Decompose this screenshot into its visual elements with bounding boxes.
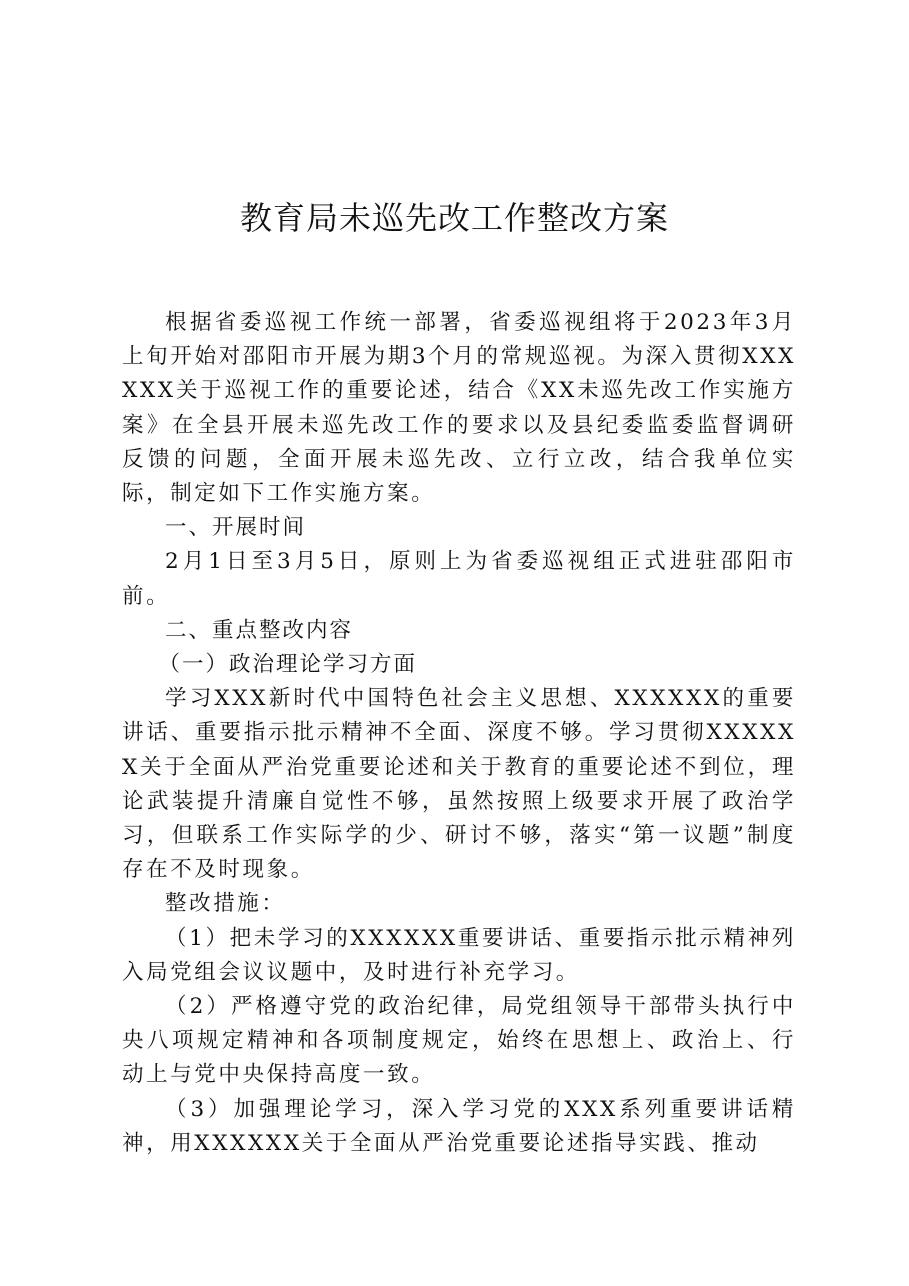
- measures-label: 整改措施：: [165, 891, 286, 917]
- measure-item-1: （1）把未学习的XXXXXX重要讲话、重要指示批示精神列入局党组会议议题中，及时进行补充学习。: [122, 925, 796, 985]
- intro-paragraph: 根据省委巡视工作统一部署，省委巡视组将于2023年3月上旬开始对邵阳市开展为期3个月的常规巡视。为深入贯彻XXXXXX关于巡视工作的重要论述，结合《XX未巡先改工作实施方案》在全县开展未巡先改工作的要求以及县纪委监委监督调研反馈的问题，全面开展未巡先改、立行立改，结合我单位实际，制定如下工作实施方案。: [122, 310, 796, 507]
- document-body: [122, 306, 796, 1161]
- problem-paragraph: 学习XXX新时代中国特色社会主义思想、XXXXXX的重要讲话、重要指示批示精神不全面、深度不够。学习贯彻XXXXXX关于全面从严治党重要论述和关于教育的重要论述不到位，理论武装提升清廉自觉性不够，虽然按照上级要求开展了政治学习，但联系工作实际学的少、研讨不够，落实“第一议题”制度存在不及时现象。: [122, 686, 796, 883]
- section-heading-time: 一、开展时间: [165, 515, 307, 541]
- document-title: 教育局未巡先改工作整改方案: [239, 199, 669, 237]
- subsection-heading-theory: （一）政治理论学习方面: [158, 652, 418, 678]
- measure-item-3: （3）加强理论学习，深入学习党的XXX系列重要讲话精神，用XXXXXX关于全面从严治党重要论述指导实践、推动: [122, 1096, 796, 1156]
- section-heading-content: 二、重点整改内容: [165, 617, 354, 643]
- time-paragraph: 2月1日至3月5日，原则上为省委巡视组正式进驻邵阳市前。: [122, 549, 796, 609]
- measure-item-2: （2）严格遵守党的政治纪律，局党组领导干部带头执行中央八项规定精神和各项制度规定，始终在思想上、政治上、行动上与党中央保持高度一致。: [122, 994, 796, 1088]
